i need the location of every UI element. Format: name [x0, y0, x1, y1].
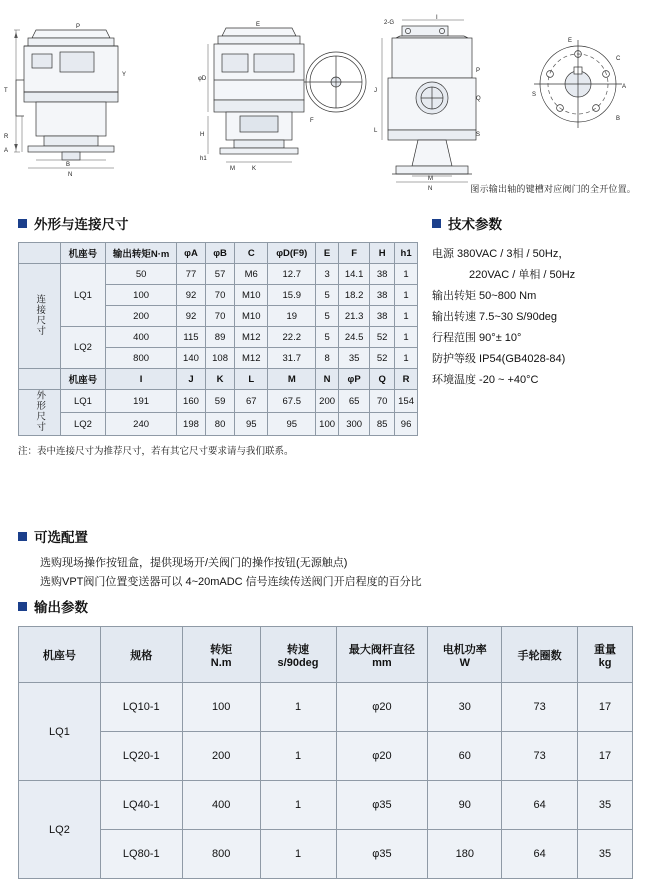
out-col-torque-sub: N.m — [210, 656, 232, 669]
svg-text:P: P — [476, 68, 481, 74]
table-row — [19, 264, 418, 285]
col-c: C — [235, 243, 268, 264]
col-n: N — [316, 369, 339, 390]
tech-param-item: 防护等级 IP54(GB4028-84) — [432, 353, 566, 365]
svg-text:J: J — [374, 88, 377, 94]
cell: 14.1 — [339, 264, 370, 285]
cell: 73 — [502, 732, 578, 781]
table-header-row-2 — [19, 369, 418, 390]
dimensions-title: 外形与连接尺寸 — [34, 217, 129, 232]
svg-text:N: N — [428, 186, 433, 192]
out-col-power-sub: W — [459, 656, 470, 669]
drawing-note: 图示输出轴的键槽对应阀门的全开位置。 — [470, 184, 636, 194]
cell: φ20 — [336, 732, 428, 781]
cell: 154 — [395, 390, 418, 413]
output-heading — [18, 596, 633, 616]
table-row — [19, 781, 633, 830]
col-seat: 机座号 — [60, 243, 106, 264]
out-col-turns — [502, 627, 578, 683]
svg-text:S: S — [476, 132, 481, 138]
cell: 31.7 — [268, 348, 316, 369]
col-h: H — [370, 243, 395, 264]
bullet-icon — [18, 532, 27, 541]
cell: 15.9 — [268, 285, 316, 306]
cell: 1 — [260, 732, 336, 781]
cell: 67.5 — [268, 390, 316, 413]
cell: 35 — [578, 781, 633, 830]
cell: LQ10-1 — [100, 683, 182, 732]
svg-text:T: T — [4, 88, 8, 94]
cell: 400 — [106, 327, 177, 348]
cell: 400 — [182, 781, 260, 830]
cell: 35 — [339, 348, 370, 369]
svg-text:S: S — [532, 92, 537, 98]
cell: LQ20-1 — [100, 732, 182, 781]
out-seat-cell: LQ1 — [19, 683, 101, 781]
cell: 35 — [578, 830, 633, 879]
col-e: E — [316, 243, 339, 264]
cell: 90 — [428, 781, 502, 830]
optional-line: 选购现场操作按钮盒，提供现场开/关阀门的操作按钮(无源触点) — [40, 557, 348, 569]
table-row — [19, 830, 633, 879]
col-b: φB — [206, 243, 235, 264]
cell: M10 — [235, 306, 268, 327]
cell: 115 — [176, 327, 205, 348]
cell: 52 — [370, 348, 395, 369]
svg-text:Q: Q — [476, 96, 481, 102]
bullet-icon — [18, 602, 27, 611]
out-col-weight-main: 重量 — [594, 643, 617, 656]
cell: M10 — [235, 285, 268, 306]
out-col-weight — [578, 627, 633, 683]
svg-text:H: H — [200, 132, 205, 138]
cell: 92 — [176, 306, 205, 327]
cell: 100 — [316, 413, 339, 436]
cell: LQ80-1 — [100, 830, 182, 879]
cell: 92 — [176, 285, 205, 306]
bullet-icon — [432, 219, 441, 228]
svg-text:N: N — [68, 172, 73, 178]
output-params-block — [18, 596, 633, 879]
cell: 95 — [268, 413, 316, 436]
seat-cell: LQ2 — [60, 413, 106, 436]
svg-text:φD: φD — [198, 76, 207, 82]
cell: 198 — [176, 413, 205, 436]
out-col-stem — [336, 627, 428, 683]
svg-text:M: M — [230, 166, 235, 172]
out-col-model-main: 规格 — [130, 649, 153, 662]
svg-text:C: C — [616, 56, 621, 62]
svg-text:L: L — [374, 128, 378, 134]
out-col-torque — [182, 627, 260, 683]
out-col-stem-sub: mm — [372, 656, 392, 669]
svg-text:A: A — [4, 148, 9, 154]
col-f: F — [339, 243, 370, 264]
seat-cell: LQ2 — [60, 327, 106, 369]
out-col-turns-main: 手轮圈数 — [517, 649, 562, 662]
col-torque: 输出转矩N·m — [106, 243, 177, 264]
tech-params-list — [432, 244, 644, 391]
dimensions-block — [18, 213, 418, 457]
col-q: Q — [370, 369, 395, 390]
cell: 1 — [260, 683, 336, 732]
cell: 59 — [206, 390, 235, 413]
cell: 17 — [578, 683, 633, 732]
cell: 200 — [316, 390, 339, 413]
cell: 70 — [206, 285, 235, 306]
dimensions-heading — [18, 213, 418, 233]
row-group-label — [19, 264, 61, 369]
cell: 200 — [106, 306, 177, 327]
cell: 57 — [206, 264, 235, 285]
tech-param-item: 输出转矩 50~800 Nm — [432, 290, 537, 302]
tech-params-block — [432, 213, 644, 391]
svg-text:2-G: 2-G — [384, 20, 395, 26]
cell: 70 — [370, 390, 395, 413]
cell: 89 — [206, 327, 235, 348]
tech-title: 技术参数 — [448, 217, 502, 232]
out-seat-cell: LQ2 — [19, 781, 101, 879]
cell: 1 — [395, 306, 418, 327]
cell: 5 — [316, 327, 339, 348]
svg-text:h1: h1 — [200, 156, 207, 162]
cell: 108 — [206, 348, 235, 369]
cell: 80 — [206, 413, 235, 436]
cell: 38 — [370, 306, 395, 327]
cell: 3 — [316, 264, 339, 285]
cell: 50 — [106, 264, 177, 285]
seat-cell: LQ1 — [60, 390, 106, 413]
cell: 100 — [182, 683, 260, 732]
cell: 200 — [182, 732, 260, 781]
cell: 5 — [316, 306, 339, 327]
cell: 95 — [235, 413, 268, 436]
cell: 96 — [395, 413, 418, 436]
col-d: φD(F9) — [268, 243, 316, 264]
table-row — [19, 413, 418, 436]
svg-text:Y: Y — [122, 72, 127, 78]
col-group-blank — [19, 243, 61, 264]
svg-text:F: F — [310, 118, 314, 124]
cell: 85 — [370, 413, 395, 436]
optional-heading — [18, 526, 633, 546]
cell: 191 — [106, 390, 177, 413]
output-title: 输出参数 — [34, 600, 88, 615]
bullet-icon — [18, 219, 27, 228]
out-col-seat-main: 机座号 — [42, 649, 76, 662]
cell: 24.5 — [339, 327, 370, 348]
col-h1: h1 — [395, 243, 418, 264]
table-row — [19, 732, 633, 781]
cell: 73 — [502, 683, 578, 732]
row-group-label-text: 连接尺寸 — [34, 293, 46, 336]
cell: φ35 — [336, 830, 428, 879]
cell: M12 — [235, 348, 268, 369]
svg-text:K: K — [252, 166, 257, 172]
cell: 30 — [428, 683, 502, 732]
cell: 12.7 — [268, 264, 316, 285]
out-col-stem-main: 最大阀杆直径 — [348, 643, 415, 656]
col-p: φP — [339, 369, 370, 390]
cell: 67 — [235, 390, 268, 413]
svg-text:B: B — [66, 162, 71, 168]
svg-text:A: A — [622, 84, 627, 90]
svg-text:E: E — [256, 22, 261, 28]
cell: 1 — [395, 264, 418, 285]
col-l: L — [235, 369, 268, 390]
col-a: φA — [176, 243, 205, 264]
cell: 70 — [206, 306, 235, 327]
tech-heading — [432, 213, 644, 233]
cell: 140 — [176, 348, 205, 369]
cell: 1 — [260, 781, 336, 830]
cell: 77 — [176, 264, 205, 285]
out-col-speed-sub: s/90deg — [277, 656, 319, 669]
dimension-note: 注：表中连接尺寸为推荐尺寸，若有其它尺寸要求请与我们联系。 — [18, 446, 294, 457]
tech-param-item: 输出转速 7.5~30 S/90deg — [432, 311, 558, 323]
cell: 64 — [502, 781, 578, 830]
optional-lines — [18, 554, 633, 592]
cell: 1 — [395, 348, 418, 369]
table-row — [19, 327, 418, 348]
out-col-power — [428, 627, 502, 683]
row-group-label-2 — [19, 390, 61, 436]
cell: 800 — [106, 348, 177, 369]
out-col-weight-sub: kg — [598, 656, 612, 669]
cell: 38 — [370, 285, 395, 306]
out-col-torque-main: 转矩 — [210, 643, 233, 656]
out-col-seat — [19, 627, 101, 683]
cell: 18.2 — [339, 285, 370, 306]
col-i: I — [106, 369, 177, 390]
cell: 52 — [370, 327, 395, 348]
cell: 1 — [395, 327, 418, 348]
svg-text:B: B — [616, 116, 621, 122]
optional-title: 可选配置 — [34, 530, 88, 545]
cell: 100 — [106, 285, 177, 306]
cell: 240 — [106, 413, 177, 436]
cell: 160 — [176, 390, 205, 413]
tech-param-item: 行程范围 90°± 10° — [432, 332, 522, 344]
cell: φ20 — [336, 683, 428, 732]
col-group-blank-2 — [19, 369, 61, 390]
cell: M6 — [235, 264, 268, 285]
col-j: J — [176, 369, 205, 390]
cell: 38 — [370, 264, 395, 285]
out-col-power-main: 电机功率 — [442, 643, 487, 656]
cell: 21.3 — [339, 306, 370, 327]
col-k: K — [206, 369, 235, 390]
seat-cell: LQ1 — [60, 264, 106, 327]
cell: 800 — [182, 830, 260, 879]
row-group-label-2-text: 外形尺寸 — [34, 390, 46, 432]
cell: 22.2 — [268, 327, 316, 348]
out-col-speed — [260, 627, 336, 683]
col-seat-2: 机座号 — [60, 369, 106, 390]
out-col-speed-main: 转速 — [287, 643, 310, 656]
svg-text:I: I — [436, 15, 438, 21]
cell: 60 — [428, 732, 502, 781]
tech-param-item: 220VAC / 单相 / 50Hz — [469, 269, 576, 281]
svg-text:P: P — [76, 24, 81, 30]
cell: 64 — [502, 830, 578, 879]
table-header-row — [19, 243, 418, 264]
output-table — [18, 626, 633, 879]
cell: 8 — [316, 348, 339, 369]
cell: 1 — [260, 830, 336, 879]
dimension-table — [18, 242, 418, 436]
col-r: R — [395, 369, 418, 390]
cell: 17 — [578, 732, 633, 781]
technical-drawing — [0, 0, 650, 200]
svg-text:M: M — [428, 176, 433, 182]
cell: 5 — [316, 285, 339, 306]
tech-param-item: 环境温度 -20 ~ +40°C — [432, 374, 539, 386]
tech-param-item: 电源 380VAC / 3相 / 50Hz， — [432, 248, 570, 260]
cell: 180 — [428, 830, 502, 879]
optional-line: 选购VPT阀门位置变送器可以 4~20mADC 信号连续传送阀门开启程度的百分比 — [40, 576, 422, 588]
table-row — [19, 390, 418, 413]
cell: φ35 — [336, 781, 428, 830]
cell: 1 — [395, 285, 418, 306]
svg-text:E: E — [568, 38, 573, 44]
col-m: M — [268, 369, 316, 390]
cell: 19 — [268, 306, 316, 327]
optional-config-block — [18, 526, 633, 592]
table-row — [19, 683, 633, 732]
out-col-model — [100, 627, 182, 683]
cell: M12 — [235, 327, 268, 348]
cell: 65 — [339, 390, 370, 413]
cell: 300 — [339, 413, 370, 436]
cell: LQ40-1 — [100, 781, 182, 830]
output-header-row — [19, 627, 633, 683]
svg-text:R: R — [4, 134, 9, 140]
